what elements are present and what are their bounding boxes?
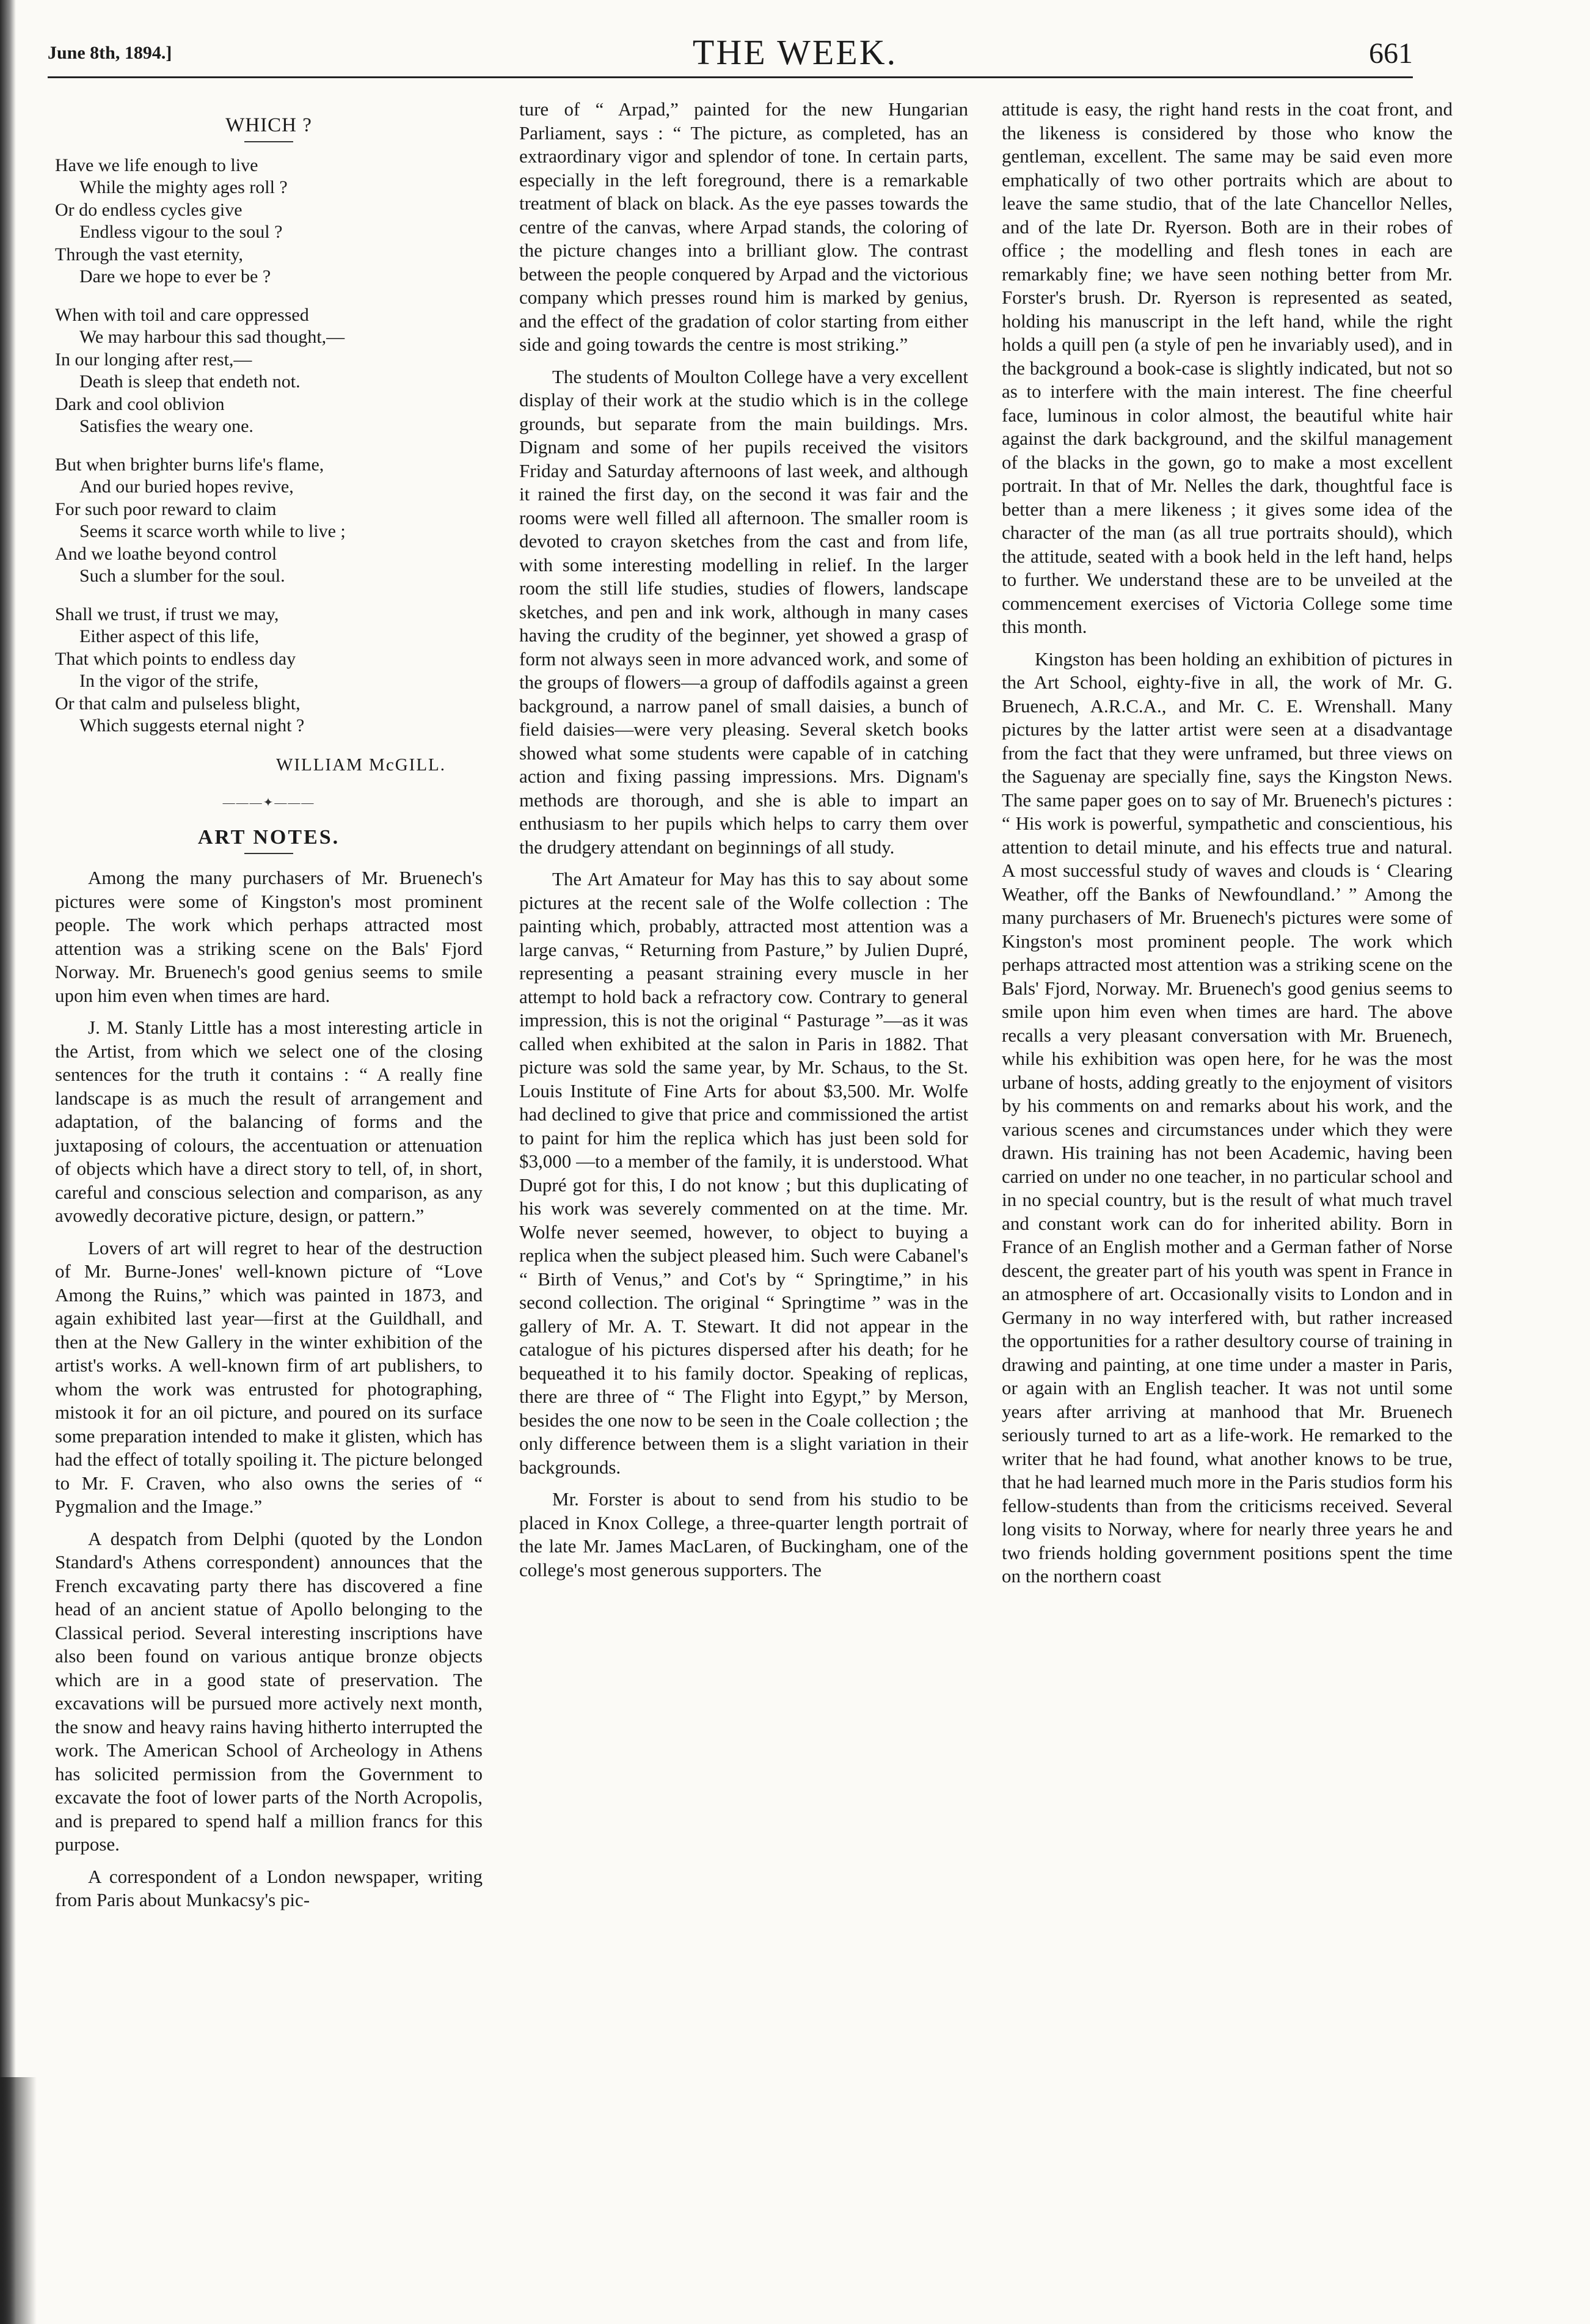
poem-line: Or do endless cycles give	[55, 199, 243, 220]
poem-title-rule	[244, 141, 293, 142]
article-paragraph: Lovers of art will regret to hear of the destruction of Mr. Burne-Jones' well-known picture of “Love Among the Ruins,” which was painted in 1873, and again exhibited last year—first at the Guildhall, and then at the New Gallery in the winter exhibition of the artist's works. A well-known firm of art publishers, to whom the work was entrusted for photographing, mistook it for an oil picture, and poured on its surface some preparation intended to make it glisten, which has had the effect of totally spoiling it. The picture belonged to Mr. F. Craven, who also owns the series of “ Pygmalion and the Image.”	[55, 1237, 483, 1517]
article-paragraph: J. M. Stanly Little has a most interesting article in the Artist, from which we select one of the closing sentences for the truth it contains : “ A really fine landscape is as much the result of arrangement and adaptation, of the balancing of forms and the juxtaposing of colours, the accentuation or attenuation of objects which have a direct story to tell, of, in short, careful and conscious selection and comparison, as any avowedly decorative picture, design, or pattern.”	[55, 1017, 483, 1226]
column-3-body	[1002, 98, 1453, 1588]
poem-line: Dark and cool oblivion	[55, 393, 225, 414]
binding-shadow	[0, 0, 16, 2324]
column-1-body	[55, 866, 483, 1912]
column-2-body	[519, 98, 968, 1582]
article-paragraph: Kingston has been holding an exhibition of pictures in the Art School, eighty-five in all, the work of Mr. G. Bruenech, A.R.C.A., and Mr. C. E. Wrenshall. Many pictures by the latter artist were seen at a disadvantage from the fact that they were unframed, but three views on the Saguenay are specially fine, says the Kingston News. The same paper goes on to say of Mr. Bruenech's pictures : “ His work is powerful, sympathetic and conscientious, his attention to detail minute, and his effects true and natural. A most successful study of waves and clouds is ‘ Clearing Weather, off the Banks of Newfoundland.’ ” Among the many purchasers of Mr. Bruenech's pictures were some of Kingston's most prominent people. The work which perhaps attracted most attention was a striking scene on the Bals' Fjord, Norway. Mr. Bruenech's good genius seems to smile upon him even when times are hard. The above recalls a very pleasant conversation with Mr. Bruenech, while his exhibition was open here, for he was the most urbane of hosts, adding greatly to the enjoyment of visitors by his comments on and remarks about his work, and the various scenes and circumstances under which they were drawn. His training has not been Academic, having been carried on under no one teacher, in no particular school and in no special country, but is the result of what much travel and constant work can do for inherited ability. Born in France of an English mother and a German father of Norse descent, the greater part of his youth was spent in France in an atmosphere of art. Occasionally visits to London and in Germany in no way interfered with, but rather increased the opportunities for a rather desultory course of training in drawing and painting, at one time under a master in Paris, or again with an English teacher. It was not until some years after arriving at manhood that Mr. Bruenech seriously turned to art as a life-work. He remarked to the writer that he had found, what another knows to be true, that he had learned much more in the Paris studios form his fellow-students than from the criticisms received. Several long visits to Norway, where for nearly three years he and two friends holding government positions spent the time on the northern coast	[1002, 648, 1453, 1587]
masthead-title: THE WEEK.	[692, 32, 898, 72]
ornamental-divider: ———✦———	[222, 796, 315, 809]
poem-line: But when brighter burns life's flame,	[55, 454, 324, 475]
poem-stanza	[55, 304, 483, 438]
poem-line: Or that calm and pulseless blight,	[55, 693, 301, 714]
poem-line: And our buried hopes revive,	[79, 477, 294, 497]
poem-line: We may harbour this sad thought,—	[79, 327, 345, 347]
poem-line: Shall we trust, if trust we may,	[55, 604, 279, 624]
poem-stanza	[55, 604, 483, 737]
header-rule	[48, 76, 1413, 78]
poem-line: Dare we hope to ever be ?	[79, 266, 271, 287]
poem-line: That which points to endless day	[55, 648, 296, 669]
poem-body	[55, 155, 483, 737]
article-paragraph: A correspondent of a London newspaper, writing from Paris about Munkacsy's pic-	[55, 1865, 483, 1910]
poem-line: For such poor reward to claim	[55, 499, 277, 519]
page-number: 661	[1369, 37, 1413, 70]
poem-line: Have we life enough to live	[55, 155, 258, 175]
article-paragraph: A despatch from Delphi (quoted by the London Standard's Athens correspondent) announces that the French excavating party there has discovered a fine head of an ancient statue of Apollo belonging to the Classical period. Several interesting inscriptions have also been found on various antique bronze objects which are in a good state of preservation. The excavations will be pursued more actively next month, the snow and heavy rains having hitherto interrupted the work. The American School of Archeology in Athens has solicited permission from the Government to excavate the foot of lower parts of the North Acropolis, and is prepared to spend half a million francs for this purpose.	[55, 1527, 483, 1855]
poem-stanza	[55, 454, 483, 588]
poem-line: Through the vast eternity,	[55, 244, 243, 265]
poem-line: In the vigor of the strife,	[79, 671, 259, 691]
article-paragraph: attitude is easy, the right hand rests in the coat front, and the likeness is considered by those who know the gentleman, excellent. The same may be said even more emphatically of two other portraits which are about to leave the same studio, that of the late Chancellor Nelles, and of the late Dr. Ryerson. Both are in their robes of office ; the modelling and flesh tones in each are remarkably fine; we have seen nothing better from Mr. Forster's brush. Dr. Ryerson is represented as seated, holding his manuscript in the left hand, while the right holds a quill pen (a style of pen he invariably used), and in the background a book-case is slightly indicated, but not so as to interfere with the main interest. The fine cheerful face, luminous in color almost, the beautiful white hair against the dark background, and the skilful management of the blacks in the gown, go to make a most excellent portrait. In that of Mr. Nelles the dark, thoughtful face is better than a mere likeness ; it gives some idea of the character of the man (as all true portraits should), which the attitude, seated with a book held in the left hand, helps to further. We understand these are to be unveiled at the commencement exercises of Victoria College some time this month.	[1002, 98, 1453, 637]
poem-line: When with toil and care oppressed	[55, 304, 309, 325]
poem-line: Such a slumber for the soul.	[79, 566, 285, 586]
article-paragraph: Mr. Forster is about to send from his studio to be placed in Knox College, a three-quarter length portrait of the late Mr. James MacLaren, of Buckingham, one of the college's most generous supporters. The	[519, 1488, 968, 1580]
section-title-rule	[244, 853, 293, 854]
article-paragraph: Among the many purchasers of Mr. Bruenech's pictures were some of Kingston's most prominent people. The work which perhaps attracted most attention was a striking scene on the Bals' Fjord Norway. Mr. Bruenech's good genius seems to smile upon him even when times are hard.	[55, 867, 483, 1006]
column-2	[519, 98, 968, 1590]
article-paragraph: The students of Moulton College have a very excellent display of their work at the studio which is in the college grounds, but separate from the main buildings. Mrs. Dignam and some of her pupils received the visitors Friday and Saturday afternoons of last week, and although it rained the first day, on the second it was fair and the rooms were well filled all afternoon. The smaller room is devoted to crayon sketches from the cast and from life, with some interesting modelling in relief. In the larger room the still life studies, studies of flowers, landscape sketches, and pen and ink work, although in many cases having the crudity of the beginner, yet showed a grasp of form not always seen in more advanced work, and some of the groups of flowers—a group of daffodils against a green background, a narrow panel of small daisies, a bunch of field daisies—were very pleasing. Several sketch books showed what some students were capable of in catching action and fixing passing impressions. Mrs. Dignam's methods are thorough, and she is able to impart an enthusiasm to her pupils which helps to carry them over the drudgery attendant on beginnings of all study.	[519, 365, 968, 858]
poem-stanza	[55, 155, 483, 288]
poem-title: WHICH ?	[225, 114, 312, 136]
poem-line: Satisfies the weary one.	[79, 416, 253, 436]
article-paragraph: ture of “ Arpad,” painted for the new Hungarian Parliament, says : “ The picture, as completed, has an extraordinary vigor and splendor of tone. In certain parts, especially in the left foreground, there is a remarkable treatment of black on black. As the eye passes towards the centre of the canvas, where Arpad stands, the coloring of the picture changes into a brilliant glow. The contrast between the people conquered by Arpad and the victorious company which presses round him is marked by genius, and the effect of the gradation of color starting from either side and going towards the centre is most striking.”	[519, 98, 968, 355]
binding-shadow-bottom	[0, 2077, 37, 2324]
poem-line: While the mighty ages roll ?	[79, 177, 288, 197]
poem-author: WILLIAM McGILL.	[275, 755, 446, 775]
poem-line: Seems it scarce worth while to live ;	[79, 521, 346, 541]
column-3	[1002, 98, 1453, 1597]
poem-line: And we loathe beyond control	[55, 543, 277, 564]
issue-date: June 8th, 1894.]	[48, 43, 172, 63]
poem-line: Endless vigour to the soul ?	[79, 222, 283, 242]
article-paragraph: The Art Amateur for May has this to say about some pictures at the recent sale of the Wolfe collection : The painting which, probably, attracted most attention was a large canvas, “ Returning from Pasture,” by Julien Dupré, representing a peasant straining every muscle in her attempt to hold back a refractory cow. Contrary to general impression, this is not the original “ Pasturage ”—as it was called when exhibited at the salon in Paris in 1882. That picture was sold the same year, by Mr. Schaus, to the St. Louis Institute of Fine Arts for about $3,500. Mr. Wolfe had declined to give that price and commissioned the artist to paint for him the replica which has just been sold for $3,000 —to a member of the family, it is understood. What Dupré got for this, I do not know ; but this duplicating of his work was severely commented on at the time. Mr. Wolfe never seemed, however, to object to buying a replica when the subject pleased him. Such were Cabanel's “ Birth of Venus,” and Cot's by “ Springtime,” in his second collection. The original “ Springtime ” was in the gallery of Mr. A. T. Stewart. It did not appear in the catalogue of his pictures dispersed after his death; for he bequeathed it to his family doctor. Speaking of replicas, there are three of “ The Flight into Egypt,” by Merson, besides the one now to be seen in the Coale collection ; the only difference between them is a slight variation in their backgrounds.	[519, 868, 968, 1478]
poem-line: Either aspect of this life,	[79, 626, 260, 646]
column-1	[55, 98, 483, 1921]
poem-line: Death is sleep that endeth not.	[79, 371, 301, 392]
section-title: ART NOTES.	[197, 825, 340, 849]
poem-line: In our longing after rest,—	[55, 349, 252, 370]
poem-line: Which suggests eternal night ?	[79, 715, 305, 736]
